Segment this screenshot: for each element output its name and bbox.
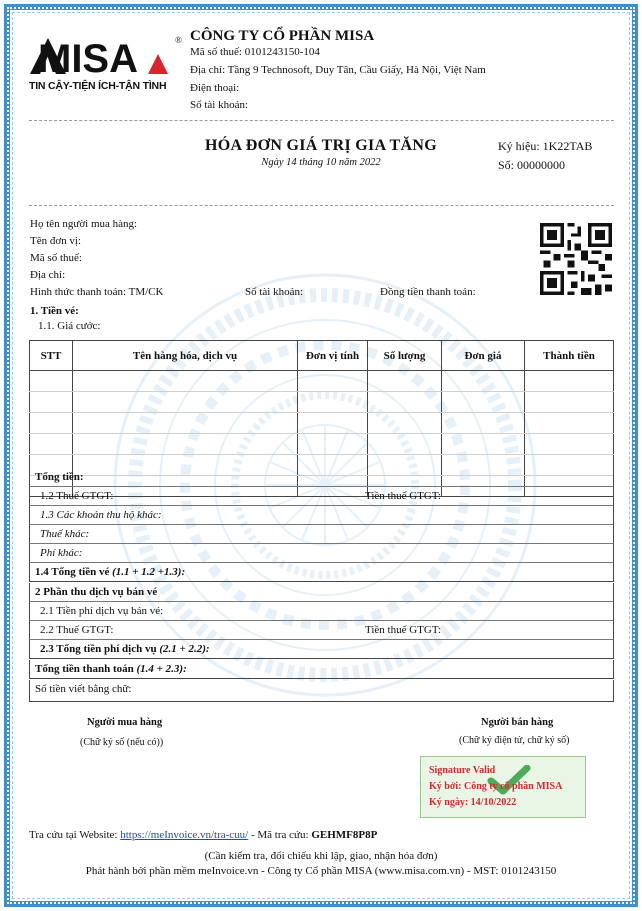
lookup-prefix: Tra cứu tại Website: bbox=[29, 829, 121, 841]
section-fare-title: 1.1. Giá cước: bbox=[38, 320, 101, 332]
vat-amount-2-label: Tiền thuế GTGT: bbox=[365, 624, 442, 636]
table-row bbox=[30, 413, 614, 434]
invoice-date: Ngày 14 tháng 10 năm 2022 bbox=[261, 157, 381, 168]
signature-signed-date: Ký ngày: 14/10/2022 bbox=[429, 797, 517, 808]
seller-company: CÔNG TY CỔ PHẦN MISA bbox=[190, 28, 375, 44]
row-other-13 bbox=[29, 506, 614, 525]
grand-total-line bbox=[35, 663, 187, 675]
row-vat-12 bbox=[29, 487, 614, 506]
buyer-currency: Đồng tiền thanh toán: bbox=[380, 286, 476, 298]
header-quantity: Số lượng bbox=[368, 341, 442, 371]
service-fee-label: 2.1 Tiền phí dịch vụ bán vé: bbox=[40, 605, 164, 617]
invoice-title: HÓA ĐƠN GIÁ TRỊ GIA TĂNG bbox=[205, 137, 437, 154]
qr-code[interactable] bbox=[540, 223, 612, 295]
table-row bbox=[30, 434, 614, 455]
misa-logo bbox=[30, 36, 180, 76]
grand-total-label: Tổng tiền thanh toán bbox=[35, 663, 134, 675]
seller-tax-code: Mã số thuế: 0101243150-104 bbox=[190, 46, 320, 58]
ticket-total-formula: (1.1 + 1.2 +1.3): bbox=[112, 566, 186, 578]
signature-valid-text: Signature Valid bbox=[429, 765, 496, 776]
lookup-line bbox=[29, 829, 377, 841]
buyer-payment: Hình thức thanh toán: TM/CK bbox=[30, 286, 164, 298]
other-fee-label: Phí khác: bbox=[40, 547, 83, 559]
service-total-label: 2.3 Tổng tiền phí dịch vụ bbox=[40, 643, 157, 655]
table-row bbox=[30, 392, 614, 413]
header-unit-price: Đơn giá bbox=[442, 341, 525, 371]
ticket-total-label: 1.4 Tổng tiền vé bbox=[35, 566, 110, 578]
items-table-header bbox=[30, 341, 614, 371]
seller-signature-title: Người bán hàng bbox=[481, 717, 554, 728]
row-service-part bbox=[29, 583, 614, 602]
buyer-unit: Tên đơn vị: bbox=[30, 235, 82, 247]
vat-12-label: 1.2 Thuế GTGT: bbox=[40, 490, 114, 502]
buyer-name: Họ tên người mua hàng: bbox=[30, 218, 138, 230]
signature-signed-by: Ký bởi: Công ty cổ phần MISA bbox=[429, 781, 563, 792]
other-tax-label: Thuế khác: bbox=[40, 528, 90, 540]
buyer-address: Địa chỉ: bbox=[30, 269, 66, 281]
in-words-label: Số tiền viết bằng chữ: bbox=[35, 683, 132, 695]
lookup-code: GEHMF8P8P bbox=[311, 829, 378, 841]
lookup-code-label: - Mã tra cứu: bbox=[248, 829, 312, 841]
logo-tagline: TIN CẬY-TIỆN ÍCH-TẬN TÌNH bbox=[29, 80, 167, 92]
row-in-words bbox=[29, 680, 614, 702]
digital-signature-box[interactable] bbox=[420, 756, 586, 818]
header-divider bbox=[29, 120, 614, 121]
row-service-total bbox=[29, 640, 614, 659]
buyer-account: Số tài khoản: bbox=[245, 286, 304, 298]
invoice-symbol: Ký hiệu: 1K22TAB bbox=[498, 139, 593, 153]
header-item-name: Tên hàng hóa, dịch vụ bbox=[73, 341, 298, 371]
seller-address: Địa chỉ: Tầng 9 Technosoft, Duy Tân, Cầu Giấy, Hà Nội, Việt Nam bbox=[190, 64, 486, 76]
row-grand-total bbox=[29, 660, 614, 679]
vat-amount-label: Tiền thuế GTGT: bbox=[365, 490, 442, 502]
row-vat-22 bbox=[29, 621, 614, 640]
table-row bbox=[30, 371, 614, 392]
header-amount: Thành tiền bbox=[525, 341, 614, 371]
seller-phone: Điện thoại: bbox=[190, 82, 240, 94]
row-service-fee bbox=[29, 602, 614, 621]
buyer-signature-title: Người mua hàng bbox=[87, 717, 163, 728]
header-stt: STT bbox=[30, 341, 73, 371]
grand-total-formula: (1.4 + 2.3): bbox=[136, 663, 187, 675]
header-unit: Đơn vị tính bbox=[298, 341, 368, 371]
seller-signature-note: (Chữ ký điện tử, chữ ký số) bbox=[459, 735, 570, 746]
issuer-line: Phát hành bởi phần mềm meInvoice.vn - Công ty Cổ phần MISA (www.misa.com.vn) - MST: 0101243150 bbox=[85, 865, 557, 877]
vat-22-label: 2.2 Thuế GTGT: bbox=[40, 624, 114, 636]
buyer-signature-note: (Chữ ký số (nếu có)) bbox=[80, 737, 164, 748]
other-13-label: 1.3 Các khoản thu hộ khác: bbox=[40, 509, 162, 521]
row-total bbox=[29, 468, 614, 487]
service-part-label: 2 Phần thu dịch vụ bán vé bbox=[35, 586, 158, 598]
invoice-number: Số: 00000000 bbox=[498, 158, 566, 172]
svg-text:MISA: MISA bbox=[38, 37, 138, 76]
service-total-line bbox=[40, 643, 210, 655]
buyer-tax-code: Mã số thuế: bbox=[30, 252, 82, 264]
logo-registered-mark: ® bbox=[175, 35, 182, 45]
row-other-tax bbox=[29, 525, 614, 544]
service-total-formula: (2.1 + 2.2): bbox=[159, 643, 210, 655]
row-ticket-total bbox=[29, 563, 614, 582]
title-divider bbox=[29, 205, 614, 206]
seller-account: Số tài khoản: bbox=[190, 99, 249, 111]
total-label: Tổng tiền: bbox=[35, 471, 84, 483]
ticket-total-line bbox=[35, 566, 185, 578]
row-other-fee bbox=[29, 544, 614, 563]
section-ticket-title: 1. Tiền vé: bbox=[30, 305, 79, 317]
lookup-link[interactable]: https://meInvoice.vn/tra-cuu/ bbox=[120, 829, 249, 841]
check-note: (Cần kiểm tra, đối chiếu khi lập, giao, nhận hóa đơn) bbox=[204, 850, 438, 862]
